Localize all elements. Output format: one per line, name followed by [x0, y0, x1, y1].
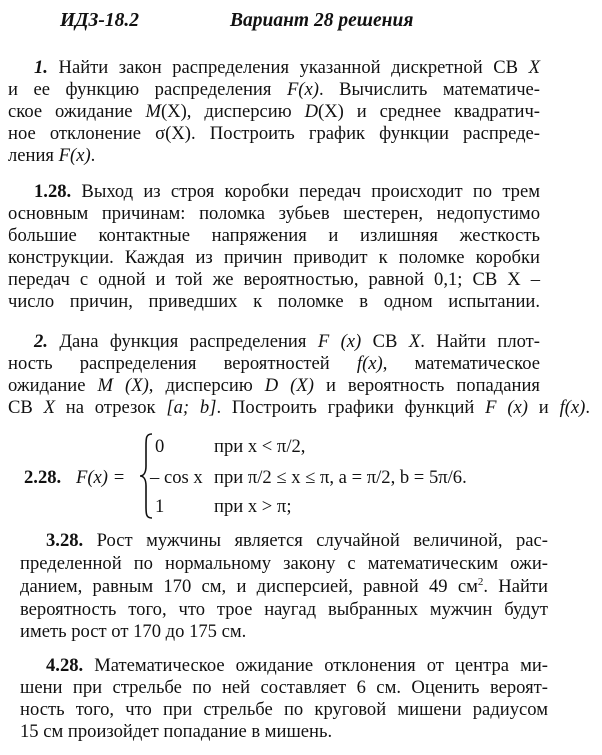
function-lhs: F(x) = — [76, 467, 126, 488]
case-1-value: 0 — [155, 436, 165, 457]
case-2-value: – cos x — [150, 467, 203, 488]
task-number: 3.28. — [46, 530, 84, 551]
task-number: 1.28. — [34, 181, 72, 202]
problem-1-number: 1. — [34, 57, 48, 78]
task-number: 4.28. — [46, 655, 84, 676]
variant-title: Вариант 28 решения — [230, 10, 414, 31]
case-1-condition: при x < π/2, — [214, 436, 306, 457]
document-code: ИДЗ-18.2 — [60, 10, 140, 31]
problem-2-number: 2. — [34, 331, 48, 352]
task-number: 2.28. — [24, 467, 62, 488]
case-3-condition: при x > π; — [214, 496, 292, 517]
case-2-condition: при π/2 ≤ x ≤ π, a = π/2, b = 5π/6. — [214, 467, 467, 488]
case-3-value: 1 — [155, 496, 165, 517]
